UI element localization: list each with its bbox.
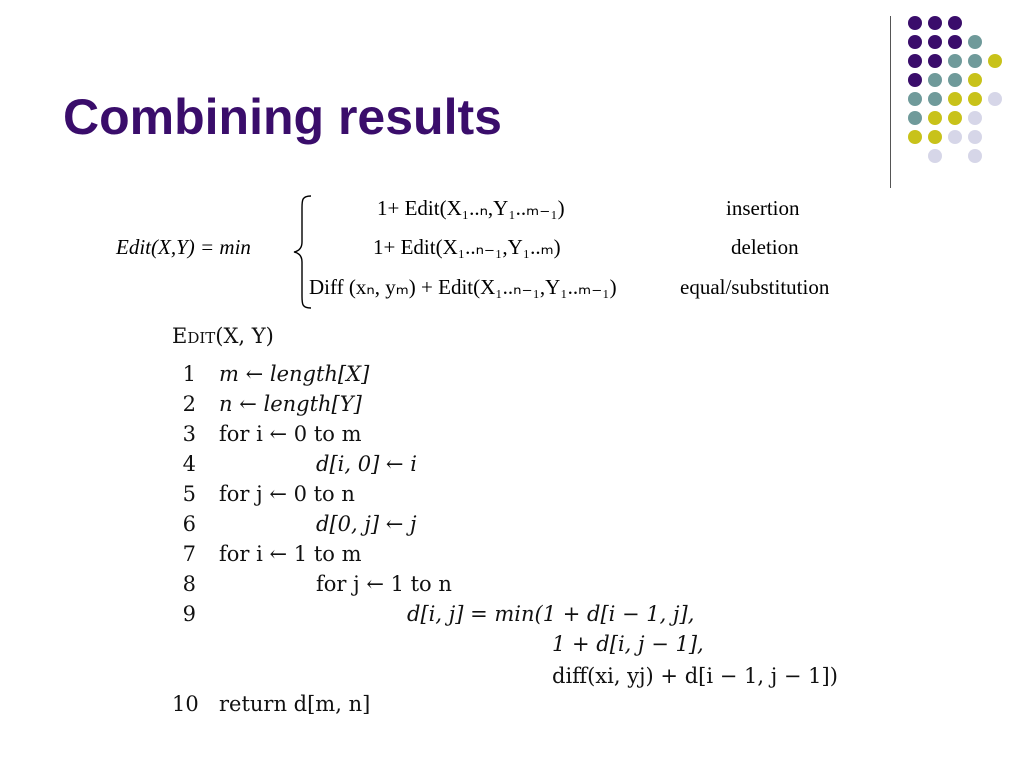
line-number: 8 xyxy=(182,572,196,596)
code-line: d[0, j] ← j xyxy=(316,512,417,536)
decor-dot xyxy=(928,92,942,106)
decor-dot xyxy=(948,54,962,68)
decor-dot xyxy=(928,111,942,125)
line-number: 9 xyxy=(182,602,196,626)
decor-dot xyxy=(968,111,982,125)
decor-dot xyxy=(928,35,942,49)
edit-distance-recurrence xyxy=(0,190,1024,310)
line-number: 1 xyxy=(182,362,196,386)
pseudocode-block xyxy=(0,322,1024,742)
decor-dot xyxy=(908,92,922,106)
decor-dot xyxy=(948,130,962,144)
line-number: 3 xyxy=(182,422,196,446)
code-line: for i ← 0 to m xyxy=(219,422,362,446)
case-expression-substitution: Diff (xₙ, yₘ) + Edit(X₁..ₙ₋₁,Y₁..ₘ₋₁) xyxy=(309,275,617,299)
code-line: for j ← 1 to n xyxy=(316,572,452,596)
code-line: n ← length[Y] xyxy=(219,392,362,416)
decor-dot xyxy=(928,73,942,87)
decor-dot xyxy=(908,54,922,68)
decor-dot xyxy=(968,35,982,49)
decor-dot xyxy=(948,35,962,49)
line-number: 2 xyxy=(182,392,196,416)
line-number: 6 xyxy=(182,512,196,536)
line-number: 4 xyxy=(182,452,196,476)
line-number: 5 xyxy=(182,482,196,506)
decor-dot xyxy=(968,73,982,87)
decor-dot xyxy=(928,149,942,163)
code-line: return d[m, n] xyxy=(219,692,371,716)
decor-dot xyxy=(908,35,922,49)
case-label-substitution: equal/substitution xyxy=(680,275,830,299)
slide-title: Combining results xyxy=(63,89,502,145)
decor-dot xyxy=(928,16,942,30)
decor-dot xyxy=(948,73,962,87)
decor-dot xyxy=(988,92,1002,106)
decor-dot xyxy=(948,111,962,125)
decor-dot xyxy=(988,54,1002,68)
line-number: 7 xyxy=(182,542,196,566)
code-line: diff(xi, yj) + d[i − 1, j − 1]) xyxy=(552,664,838,688)
code-line: m ← length[X] xyxy=(219,362,370,386)
decor-dot xyxy=(908,130,922,144)
decor-dot xyxy=(908,73,922,87)
code-line: d[i, 0] ← i xyxy=(316,452,417,476)
decor-dot xyxy=(968,54,982,68)
decor-dot xyxy=(948,16,962,30)
code-line: 1 + d[i, j − 1], xyxy=(552,632,704,656)
case-expression-insertion: 1+ Edit(X₁..ₙ,Y₁..ₘ₋₁) xyxy=(377,196,565,220)
divider-line xyxy=(890,16,891,188)
decor-dot xyxy=(928,54,942,68)
decor-dot xyxy=(968,130,982,144)
decorative-dot-grid xyxy=(906,10,1006,170)
procedure-header: Edit(X, Y) xyxy=(172,324,274,348)
decor-dot xyxy=(948,92,962,106)
decor-dot xyxy=(968,149,982,163)
code-line: for j ← 0 to n xyxy=(219,482,355,506)
line-number: 10 xyxy=(172,692,199,716)
recurrence-lhs: Edit(X,Y) = min xyxy=(116,235,251,259)
code-line: d[i, j] = min(1 + d[i − 1, j], xyxy=(407,602,695,626)
case-expression-deletion: 1+ Edit(X₁..ₙ₋₁,Y₁..ₘ) xyxy=(373,235,561,259)
decor-dot xyxy=(908,111,922,125)
case-label-deletion: deletion xyxy=(731,235,799,259)
code-line: for i ← 1 to m xyxy=(219,542,362,566)
decor-dot xyxy=(908,16,922,30)
decor-dot xyxy=(928,130,942,144)
case-label-insertion: insertion xyxy=(726,196,800,220)
decor-dot xyxy=(968,92,982,106)
